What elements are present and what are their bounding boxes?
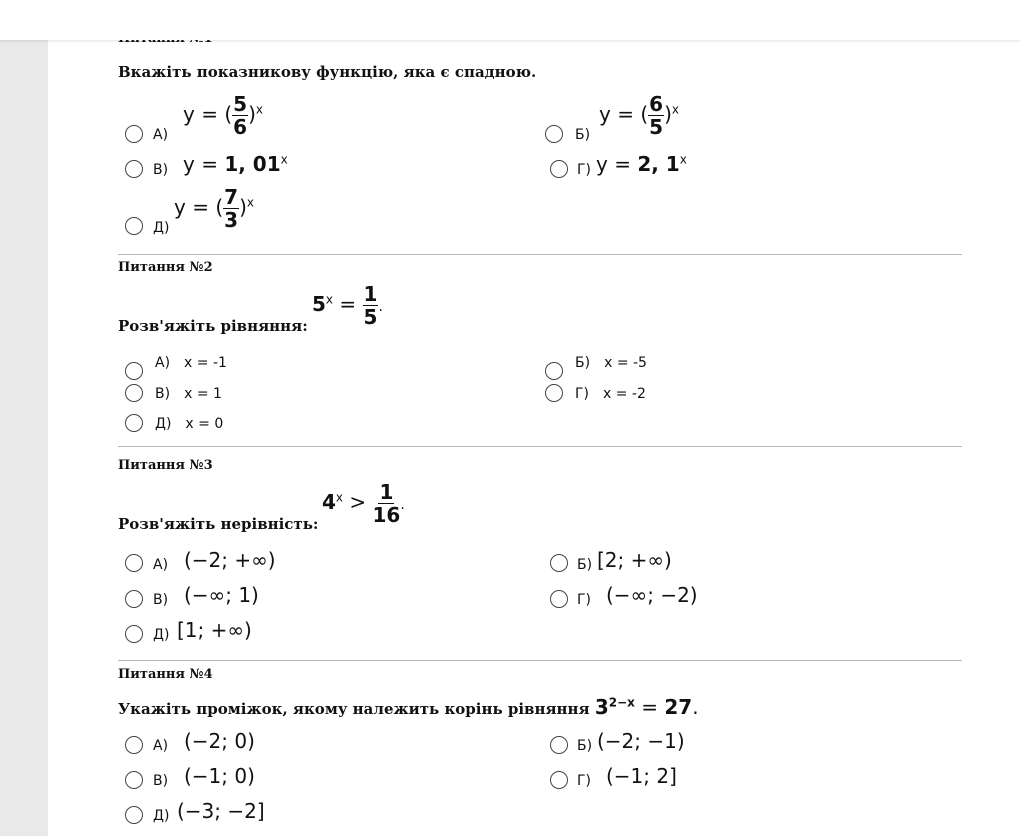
q2-option-v-label: В) bbox=[155, 386, 171, 402]
q2-option-a-value: x = -1 bbox=[184, 355, 227, 371]
top-toolbar bbox=[0, 0, 1021, 40]
q2-option-b-radio[interactable] bbox=[545, 362, 563, 380]
q3-option-b-label: Б) bbox=[577, 557, 593, 573]
q1-option-g-label: Г) bbox=[577, 162, 591, 178]
q2-option-b-label: Б) bbox=[575, 355, 591, 371]
q1-option-v-formula: y = 1, 01$^x$ bbox=[183, 152, 288, 176]
q1-option-d-label: Д) bbox=[153, 220, 170, 236]
q2-option-d-value: x = 0 bbox=[185, 416, 224, 432]
q4-option-d-label: Д) bbox=[153, 808, 170, 824]
q4-option-a-radio[interactable] bbox=[125, 736, 143, 754]
q4-option-a-value: (−2; 0) bbox=[184, 729, 255, 753]
q2-option-a bbox=[155, 355, 227, 371]
q2-option-a-label: А) bbox=[155, 355, 171, 371]
q2-option-g bbox=[575, 386, 646, 402]
q3-option-b-radio[interactable] bbox=[550, 554, 568, 572]
q3-option-v-value: (−∞; 1) bbox=[184, 583, 259, 607]
q2-option-b-value: x = -5 bbox=[604, 355, 647, 371]
q1-option-d-formula: y = ( $\frac{7}{3}$ )$^x$ bbox=[174, 185, 254, 232]
q1-option-d-radio[interactable] bbox=[125, 217, 143, 235]
q4-option-g-radio[interactable] bbox=[550, 771, 568, 789]
q3-option-g-radio[interactable] bbox=[550, 590, 568, 608]
q3-option-b-value: [2; +∞) bbox=[597, 548, 672, 572]
q2-option-g-label: Г) bbox=[575, 386, 589, 402]
question-4-equation: $3^{2-x} = 27$. bbox=[594, 695, 699, 719]
q4-option-d-value: (−3; −2] bbox=[177, 799, 265, 823]
q1-option-b-formula: y = ( $\frac{6}{5}$ )$^x$ bbox=[599, 92, 679, 139]
q3-option-a-radio[interactable] bbox=[125, 554, 143, 572]
q2-option-v-radio[interactable] bbox=[125, 384, 143, 402]
question-1-text: Вкажіть показникову функцію, яка є спадною. bbox=[118, 63, 537, 81]
q3-option-d-label: Д) bbox=[153, 627, 170, 643]
q4-option-v-value: (−1; 0) bbox=[184, 764, 255, 788]
q2-option-d bbox=[155, 416, 223, 432]
q1-option-v-radio[interactable] bbox=[125, 160, 143, 178]
q3-option-g-label: Г) bbox=[577, 592, 591, 608]
left-margin-panel bbox=[0, 40, 48, 836]
q1-option-a-label: А) bbox=[153, 127, 169, 143]
q2-option-v-value: x = 1 bbox=[184, 386, 222, 402]
q4-option-v-label: В) bbox=[153, 773, 169, 789]
question-2-heading: Питання №2 bbox=[118, 260, 213, 275]
q1-option-a-formula: y = ( $\frac{5}{6}$ )$^x$ bbox=[183, 92, 263, 139]
q4-option-b-label: Б) bbox=[577, 738, 593, 754]
q4-option-g-value: (−1; 2] bbox=[606, 764, 677, 788]
q2-option-g-radio[interactable] bbox=[545, 384, 563, 402]
q2-option-b bbox=[575, 355, 647, 371]
q3-option-d-value: [1; +∞) bbox=[177, 618, 252, 642]
question-3-heading: Питання №3 bbox=[118, 458, 213, 473]
q1-option-b-label: Б) bbox=[575, 127, 591, 143]
q3-option-a-value: (−2; +∞) bbox=[184, 548, 276, 572]
question-4-heading: Питання №4 bbox=[118, 667, 213, 682]
q1-option-g-formula: y = 2, 1$^x$ bbox=[596, 152, 687, 176]
q3-option-v-radio[interactable] bbox=[125, 590, 143, 608]
divider-1 bbox=[118, 254, 962, 255]
q1-option-b-radio[interactable] bbox=[545, 125, 563, 143]
q3-option-a-label: А) bbox=[153, 557, 169, 573]
question-4-text bbox=[118, 695, 699, 719]
quiz-page bbox=[48, 40, 1021, 836]
question-3-text: Розв'яжіть нерівність: bbox=[118, 515, 319, 533]
q3-option-d-radio[interactable] bbox=[125, 625, 143, 643]
q2-option-v bbox=[155, 386, 222, 402]
q2-option-d-radio[interactable] bbox=[125, 414, 143, 432]
q2-option-d-label: Д) bbox=[155, 416, 172, 432]
q1-option-v-label: В) bbox=[153, 162, 169, 178]
q1-option-g-radio[interactable] bbox=[550, 160, 568, 178]
question-3-inequality: 4$^x$ > $\frac{1}{16}$ . bbox=[322, 480, 405, 527]
q2-option-g-value: x = -2 bbox=[603, 386, 646, 402]
question-2-text: Розв'яжіть рівняння: bbox=[118, 317, 308, 335]
divider-3 bbox=[118, 660, 962, 661]
question-2-equation: 5$^x$ = $\frac{1}{5}$ . bbox=[312, 282, 383, 329]
divider-2 bbox=[118, 446, 962, 447]
q2-option-a-radio[interactable] bbox=[125, 362, 143, 380]
q4-option-v-radio[interactable] bbox=[125, 771, 143, 789]
q4-option-b-value: (−2; −1) bbox=[597, 729, 685, 753]
question-4-text-body: Укажіть проміжок, якому належить корінь рівняння bbox=[118, 700, 590, 718]
q4-option-a-label: А) bbox=[153, 738, 169, 754]
q4-option-g-label: Г) bbox=[577, 773, 591, 789]
q4-option-b-radio[interactable] bbox=[550, 736, 568, 754]
q3-option-g-value: (−∞; −2) bbox=[606, 583, 698, 607]
q3-option-v-label: В) bbox=[153, 592, 169, 608]
q4-option-d-radio[interactable] bbox=[125, 806, 143, 824]
q1-option-a-radio[interactable] bbox=[125, 125, 143, 143]
